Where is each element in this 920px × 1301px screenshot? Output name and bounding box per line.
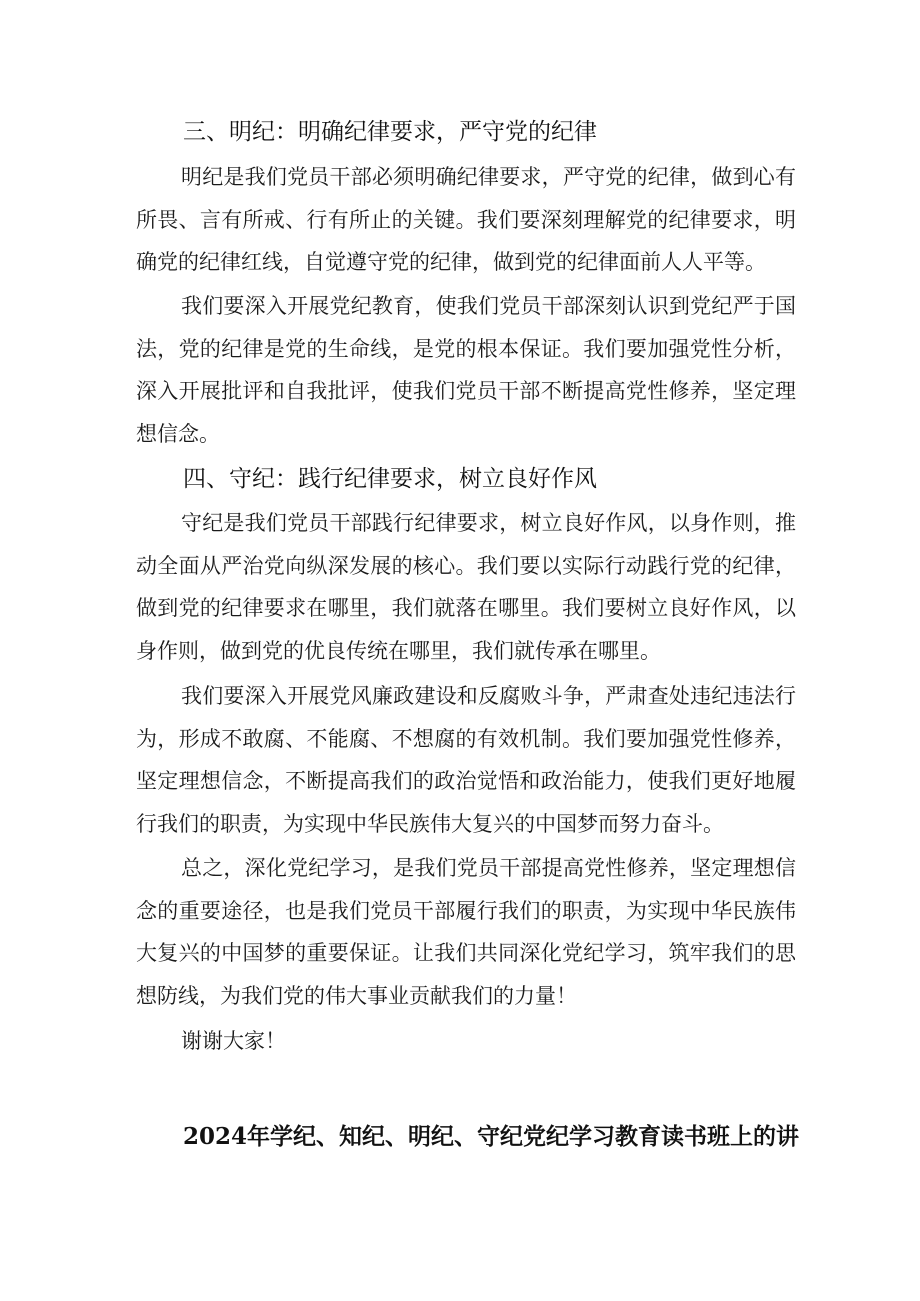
paragraph: 我们要深入开展党纪教育，使我们党员干部深刻认识到党纪严于国法，党的纪律是党的生命线，是党的根本保证。我们要加强党性分析，深入开展批评和自我批评，使我们党员干部不断提高党性修养，坚定理想信念。	[136, 294, 796, 446]
section-heading-mingji: 三、明纪：明确纪律要求，严守党的纪律	[183, 119, 597, 145]
paragraph: 明纪是我们党员干部必须明确纪律要求，严守党的纪律，做到心有所畏、言有所戒、行有所止的关键。我们要深刻理解党的纪律要求，明确党的纪律红线，自觉遵守党的纪律，做到党的纪律面前人人平等。	[136, 165, 796, 274]
section-heading-shouji: 四、守纪：践行纪律要求，树立良好作风	[183, 466, 597, 492]
paragraph: 总之，深化党纪学习，是我们党员干部提高党性修养，坚定理想信念的重要途径，也是我们党员干部履行我们的职责，为实现中华民族伟大复兴的中国梦的重要保证。让我们共同深化党纪学习，筑牢我们的思想防线，为我们党的伟大事业贡献我们的力量！	[136, 856, 796, 1008]
paragraph: 我们要深入开展党风廉政建设和反腐败斗争，严肃查处违纪违法行为，形成不敢腐、不能腐、不想腐的有效机制。我们要加强党性修养，坚定理想信念，不断提高我们的政治觉悟和政治能力，使我们更好地履行我们的职责，为实现中华民族伟大复兴的中国梦而努力奋斗。	[136, 684, 796, 836]
closing-thanks: 谢谢大家！	[181, 1029, 286, 1053]
paragraph: 守纪是我们党员干部践行纪律要求，树立良好作风，以身作则，推动全面从严治党向纵深发展的核心。我们要以实际行动践行党的纪律，做到党的纪律要求在哪里，我们就落在哪里。我们要树立良好作风，以身作则，做到党的优良传统在哪里，我们就传承在哪里。	[136, 511, 796, 663]
next-article-title: 2024年学纪、知纪、明纪、守纪党纪学习教育读书班上的讲	[183, 1123, 800, 1150]
